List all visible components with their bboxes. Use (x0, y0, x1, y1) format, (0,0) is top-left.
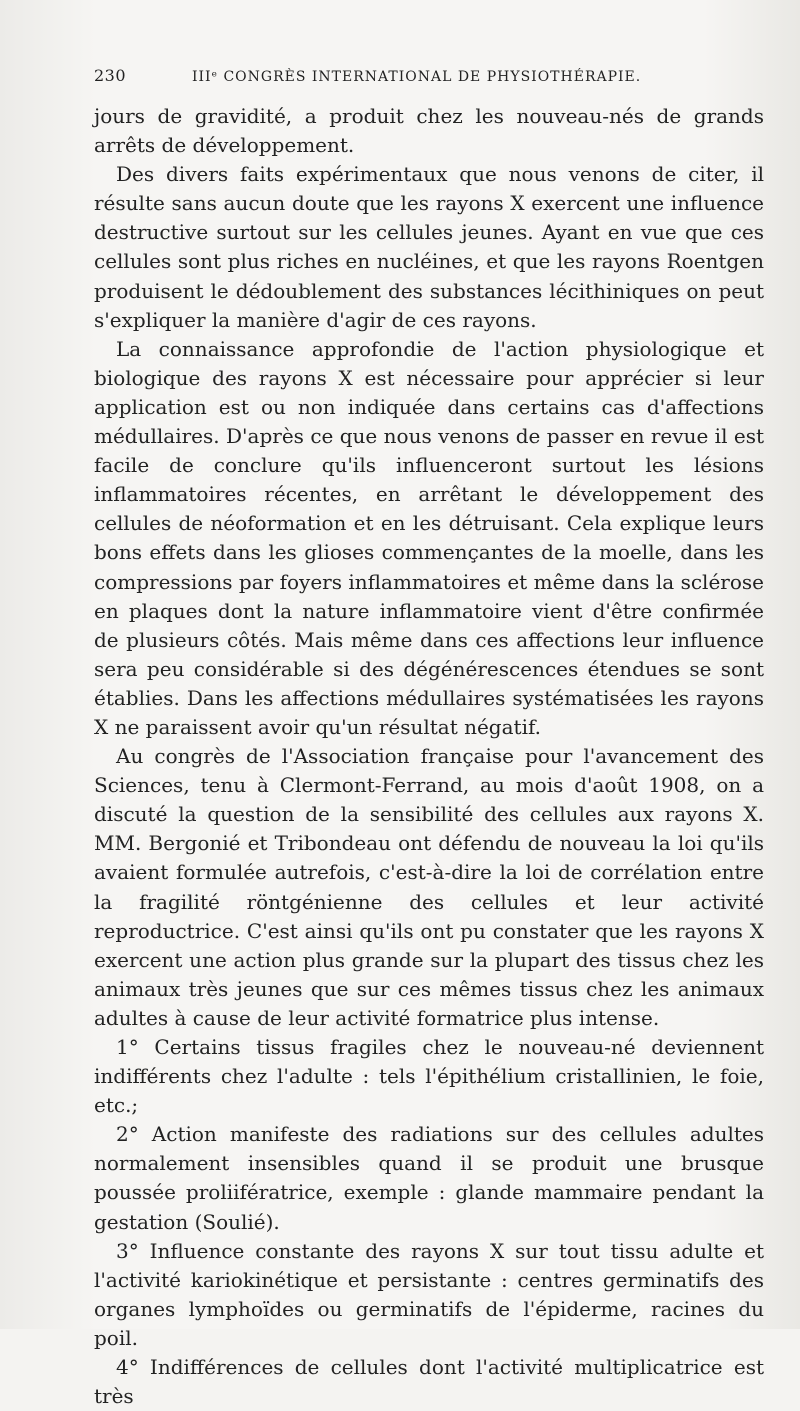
list-item: 1° Certains tissus fragiles chez le nouveau-né deviennent indifférents chez l'adulte : tels l'épithélium cristallinien, le foie, etc.; (94, 1035, 764, 1118)
list-item: 4° Indifférences de cellules dont l'activité multiplicatrice est très (94, 1355, 764, 1409)
list-item: 2° Action manifeste des radiations sur des cellules adultes normalement insensibles quand il se produit une brusque poussée proliifératrice, exemple : glande mammaire pendant la gestation (Soulié). (94, 1122, 764, 1234)
paragraph: Des divers faits expérimentaux que nous venons de citer, il résulte sans aucun doute que les rayons X exercent une influence destructive surtout sur les cellules jeunes. Ayant en vue que ces cellules sont plus riches en nucléines, et que les rayons Roentgen produisent le dédoublement des substances lécithiniques on peut s'expliquer la manière d'agir de ces rayons. (94, 162, 764, 332)
page-header (94, 66, 764, 88)
page-number: 230 (94, 66, 127, 85)
paragraph: La connaissance approfondie de l'action physiologique et biologique des rayons X est nécessaire pour apprécier si leur application est ou non indiquée dans certains cas d'affections médullaires. D'après ce que nous venons de passer en revue il est facile de conclure qu'ils influenceront surtout les lésions inflammatoires récentes, en arrêtant le développement des cellules de néoformation et en les détruisant. Cela explique leurs bons effets dans les glioses commençantes de la moelle, dans les compressions par foyers inflammatoires et même dans la sclérose en plaques dont la nature inflammatoire vient d'être confirmée de plusieurs côtés. Mais même dans ces affections leur influence sera peu considérable si des dégénérescences étendues se sont établies. Dans les affections médullaires systématisées les rayons X ne paraissent avoir qu'un résultat négatif. (94, 336, 764, 739)
list-item: 3° Influence constante des rayons X sur tout tissu adulte et l'activité kariokinétique et persistante : centres germinatifs des organes lymphoïdes ou germinatifs de l'épiderme, racines du poil. (94, 1238, 764, 1350)
body-text (94, 102, 764, 1411)
running-title: IIIᵉ CONGRÈS INTERNATIONAL DE PHYSIOTHÉRAPIE. (192, 69, 642, 85)
paragraph: Au congrès de l'Association française pour l'avancement des Sciences, tenu à Clermont-Ferrand, au mois d'août 1908, on a discuté la question de la sensibilité des cellules aux rayons X. MM. Bergonié et Tribondeau ont défendu de nouveau la loi qu'ils avaient formulée autrefois, c'est-à-dire la loi de corrélation entre la fragilité röntgénienne des cellules et leur activité reproductrice. C'est ainsi qu'ils ont pu constater que les rayons X exercent une action plus grande sur la plupart des tissus chez les animaux très jeunes que sur ces mêmes tissus chez les animaux adultes à cause de leur activité formatrice plus intense. (94, 744, 764, 1030)
paragraph-continuation: jours de gravidité, a produit chez les nouveau-nés de grands arrêts de développement. (94, 104, 764, 158)
